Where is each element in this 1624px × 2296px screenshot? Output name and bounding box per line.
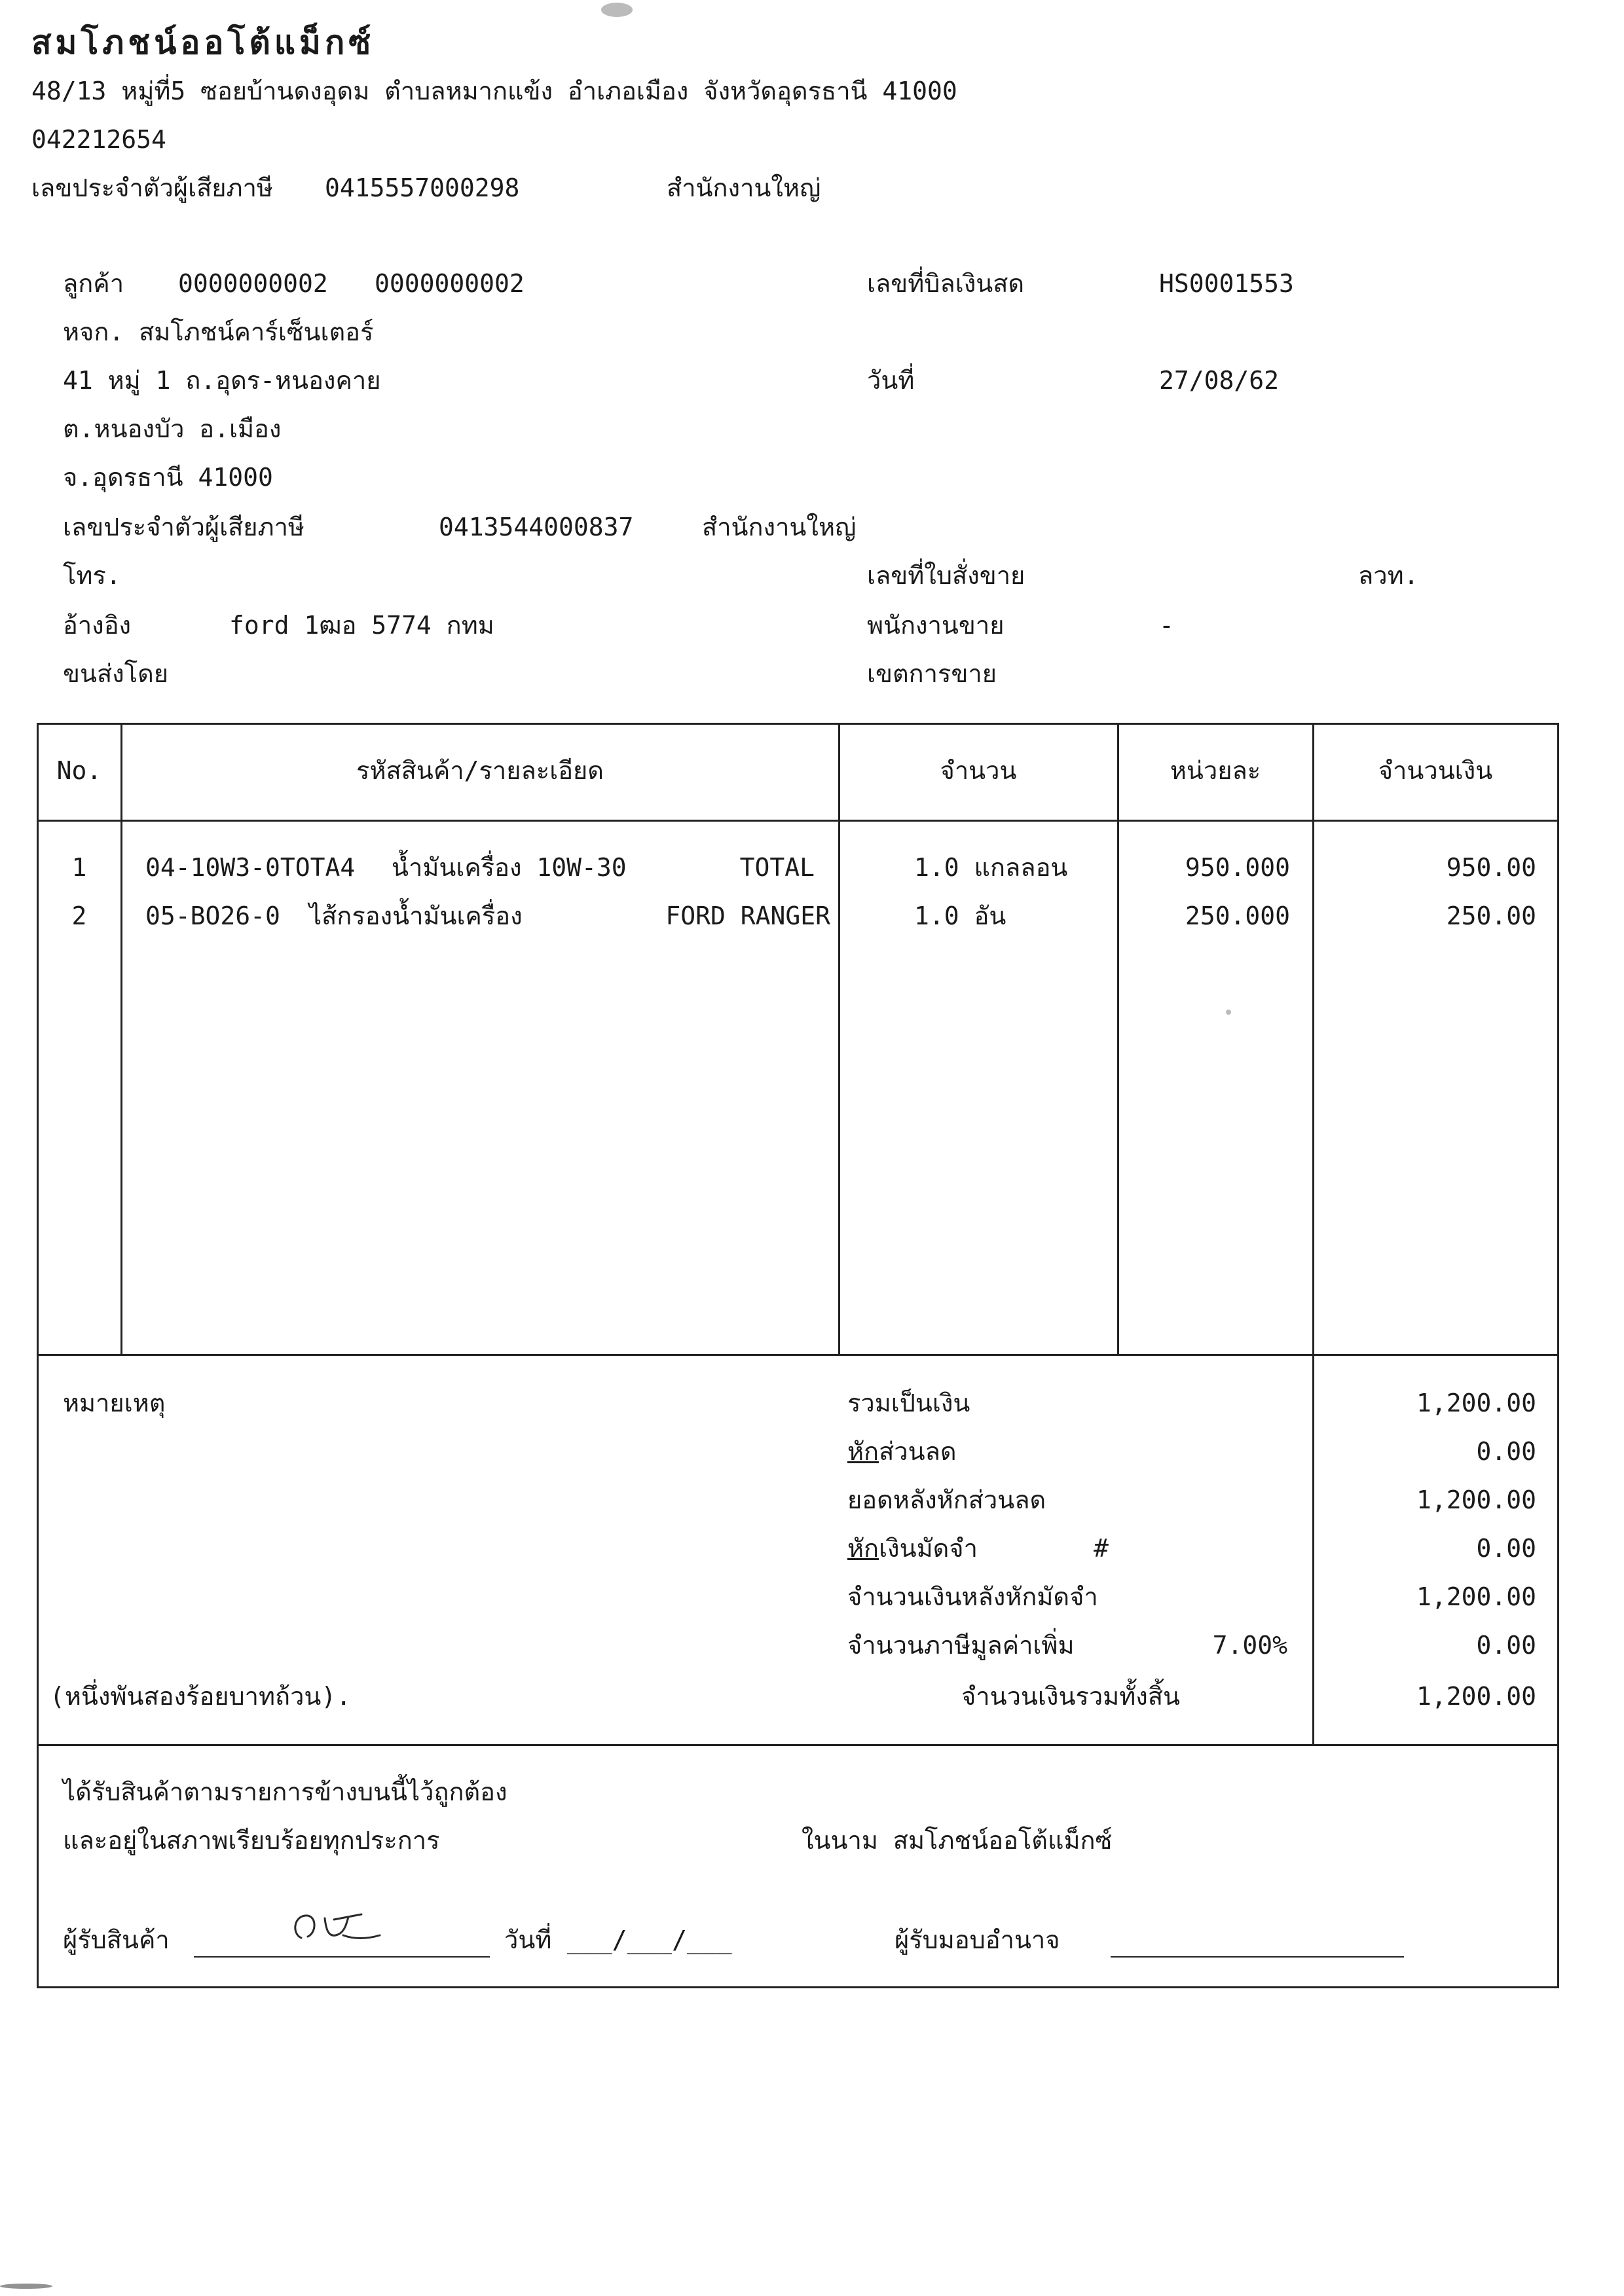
row-unit-price: 250.000 (1185, 902, 1290, 930)
company-branch: สำนักงานใหญ่ (667, 173, 821, 202)
col-header-no: No. (56, 756, 102, 785)
row-no: 1 (71, 853, 87, 882)
salesperson-label: พนักงานขาย (867, 611, 1005, 640)
after-deposit-value: 1,200.00 (1416, 1582, 1536, 1611)
discount-value: 0.00 (1476, 1437, 1536, 1466)
row-unit-price: 950.000 (1185, 853, 1290, 882)
amount-in-words: (หนึ่งพันสองร้อยบาทถ้วน). (50, 1682, 352, 1711)
company-tax-label: เลขประจำตัวผู้เสียภาษี (31, 173, 273, 202)
received-statement-1: ได้รับสินค้าตามรายการข้างบนนี้ไว้ถูกต้อง (63, 1777, 507, 1806)
discount-label: หักส่วนลด (847, 1437, 957, 1466)
vat-label: จำนวนภาษีมูลค่าเพิ่ม (847, 1631, 1075, 1660)
reference-value: ford 1ฒอ 5774 กทม (229, 611, 494, 640)
invoice-date-label: วันที่ (867, 366, 915, 395)
customer-tax-id: 0413544000837 (439, 513, 634, 541)
row-quantity: 1.0 อัน (914, 902, 1006, 930)
col-header-quantity: จำนวน (940, 756, 1017, 785)
scan-smudge (601, 3, 633, 17)
company-name: สมโภชน์ออโต้แม็กซ์ (31, 24, 375, 62)
salesperson-value: - (1159, 611, 1174, 640)
receive-date-label: วันที่ (504, 1925, 552, 1954)
company-phone: 042212654 (31, 125, 166, 154)
row-amount: 950.00 (1446, 853, 1536, 882)
invoice-number-label: เลขที่บิลเงินสด (867, 269, 1025, 298)
customer-code-1: 0000000002 (178, 269, 328, 298)
row-brand: FORD RANGER (665, 902, 830, 930)
customer-address-1: 41 หมู่ 1 ถ.อุดร-หนองคาย (63, 366, 381, 395)
row-code: 04-10W3-0TOTA4 (145, 853, 356, 882)
row-quantity: 1.0 แกลลอน (914, 853, 1068, 882)
sales-order-value: ลวท. (1358, 561, 1419, 590)
customer-address-2: ต.หนองบัว อ.เมือง (63, 414, 282, 443)
company-tax-id: 0415557000298 (325, 173, 520, 202)
row-description: น้ำมันเครื่อง 10W-30 (392, 853, 627, 882)
after-deposit-label: จำนวนเงินหลังหักมัดจำ (847, 1582, 1098, 1611)
on-behalf-text: ในนาม สมโภชน์ออโต้แม็กซ์ (802, 1826, 1113, 1855)
after-discount-value: 1,200.00 (1416, 1485, 1536, 1514)
customer-branch: สำนักงานใหญ่ (702, 513, 857, 541)
row-code: 05-BO26-0 (145, 902, 280, 930)
subtotal-value: 1,200.00 (1416, 1389, 1536, 1417)
deposit-value: 0.00 (1476, 1534, 1536, 1563)
row-no: 2 (71, 902, 87, 930)
deposit-hash: # (1094, 1534, 1109, 1563)
customer-name: หจก. สมโภชน์คาร์เซ็นเตอร์ (63, 318, 374, 346)
col-header-description: รหัสสินค้า/รายละเอียด (356, 756, 604, 785)
receiver-label: ผู้รับสินค้า (63, 1925, 170, 1954)
customer-phone-label: โทร. (63, 561, 121, 590)
company-address: 48/13 หมู่ที่5 ซอยบ้านดงอุดม ตำบลหมากแข้ง อำเภอเมือง จังหวัดอุดรธานี 41000 (31, 77, 957, 105)
col-header-unit-price: หน่วยละ (1170, 756, 1261, 785)
receiver-signature (288, 1904, 393, 1954)
col-header-amount: จำนวนเงิน (1378, 756, 1493, 785)
sales-zone-label: เขตการขาย (867, 659, 997, 688)
invoice-date: 27/08/62 (1159, 366, 1280, 395)
deposit-label: หักเงินมัดจำ (847, 1534, 978, 1563)
vat-value: 0.00 (1476, 1631, 1536, 1660)
vat-rate: 7.00% (1212, 1631, 1287, 1660)
customer-code-2: 0000000002 (375, 269, 525, 298)
reference-label: อ้างอิง (63, 611, 132, 640)
row-amount: 250.00 (1446, 902, 1536, 930)
receiver-signature-line (194, 1956, 490, 1958)
scan-speck (1226, 1010, 1231, 1015)
scan-edge-mark (0, 2284, 52, 2289)
row-description: ไส้กรองน้ำมันเครื่อง (309, 902, 523, 930)
customer-address-3: จ.อุดรธานี 41000 (63, 463, 273, 492)
received-statement-2: และอยู่ในสภาพเรียบร้อยทุกประการ (63, 1826, 440, 1855)
row-brand: TOTAL (739, 853, 815, 882)
customer-tax-label: เลขประจำตัวผู้เสียภาษี (63, 513, 304, 541)
authorized-signature-line (1111, 1956, 1404, 1958)
authorized-label: ผู้รับมอบอำนาจ (895, 1925, 1060, 1954)
remark-label: หมายเหตุ (63, 1389, 166, 1417)
total-label: จำนวนเงินรวมทั้งสิ้น (961, 1682, 1180, 1711)
after-discount-label: ยอดหลังหักส่วนลด (847, 1485, 1046, 1514)
shipping-label: ขนส่งโดย (63, 659, 169, 688)
invoice-number: HS0001553 (1159, 269, 1294, 298)
total-value: 1,200.00 (1416, 1682, 1536, 1711)
subtotal-label: รวมเป็นเงิน (847, 1389, 970, 1417)
sales-order-label: เลขที่ใบสั่งขาย (867, 561, 1025, 590)
customer-label: ลูกค้า (63, 269, 124, 298)
receive-date-blank: ___/___/___ (567, 1925, 732, 1954)
